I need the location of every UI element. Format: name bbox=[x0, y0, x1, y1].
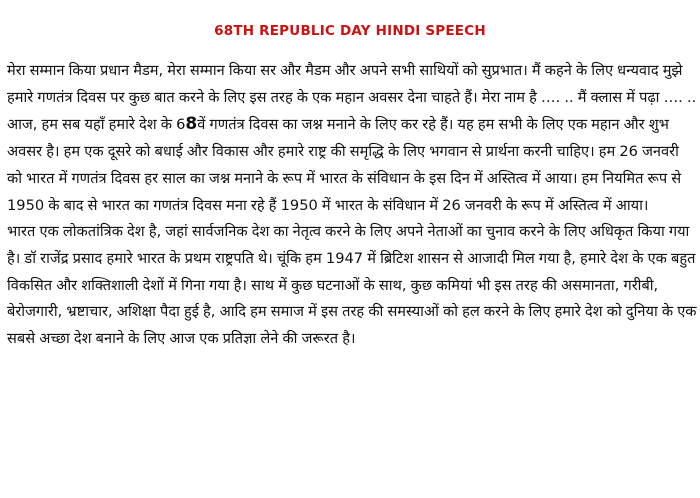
paragraph-greeting: मेरा सम्मान किया प्रधान मैडम, मेरा सम्मान किया सर और मैडम और अपने सभी साथियों को सुप्रभात। मैं कहने के लिए धन्यवाद मुझे हमारे गणतंत्र दिवस पर कुछ बात करने के लिए इस तरह के एक महान अवसर देना चाहते हैं। मेरा नाम है …. .. मैं क्लास में पढ़ा …. .. bbox=[7, 62, 697, 106]
speech-body bbox=[7, 58, 697, 353]
paragraph-text: वें गणतंत्र दिवस का जश्न मनाने के लिए कर रहे हैं। यह हम सभी के लिए एक महान और शुभ अवसर है। हम एक दूसरे को बधाई और विकास और हमारे राष्ट्र की समृद्धि के लिए भगवान से प्रार्थना करनी चाहिए। हम 26 जनवरी को भारत में गणतंत्र दिवस हर साल का जश्न मनाने के रूप में भारत के संविधान के इस दिन में अस्तित्व में आया। हम नियमित रूप से 1950 के बाद से भारत का गणतंत्र दिवस मना रहे हैं 1950 में भारत के संविधान में 26 जनवरी के रूप में अस्तित्व में आया। bbox=[7, 116, 682, 214]
document-title: 68TH REPUBLIC DAY HINDI SPEECH bbox=[214, 23, 486, 39]
paragraph-text: आज, हम सब यहाँ हमारे देश के 6 bbox=[7, 116, 186, 134]
paragraph-republic-day bbox=[7, 111, 697, 219]
emphasized-digit: 8 bbox=[185, 114, 198, 135]
paragraph-democracy: भारत एक लोकतांत्रिक देश है, जहां सार्वजनिक देश का नेतृत्व करने के लिए अपने नेताओं का चुनाव करने के लिए अधिकृत किया गया है। डॉ राजेंद्र प्रसाद हमारे भारत के प्रथम राष्ट्रपति थे। चूंकि हम 1947 में ब्रिटिश शासन से आजादी मिल गया है, हमारे देश के एक बहुत विकसित और शक्तिशाली देशों में गिना गया है। साथ में कुछ घटनाओं के साथ, कुछ कमियां भी इस तरह की असमानता, गरीबी, बेरोजगारी, भ्रष्टाचार, अशिक्षा पैदा हुई है, आदि हम समाज में इस तरह की समस्याओं को हल करने के लिए हमारे देश को दुनिया के एक सबसे अच्छा देश बनाने के लिए आज एक प्रतिज्ञा लेने की जरूरत है। bbox=[7, 223, 697, 348]
